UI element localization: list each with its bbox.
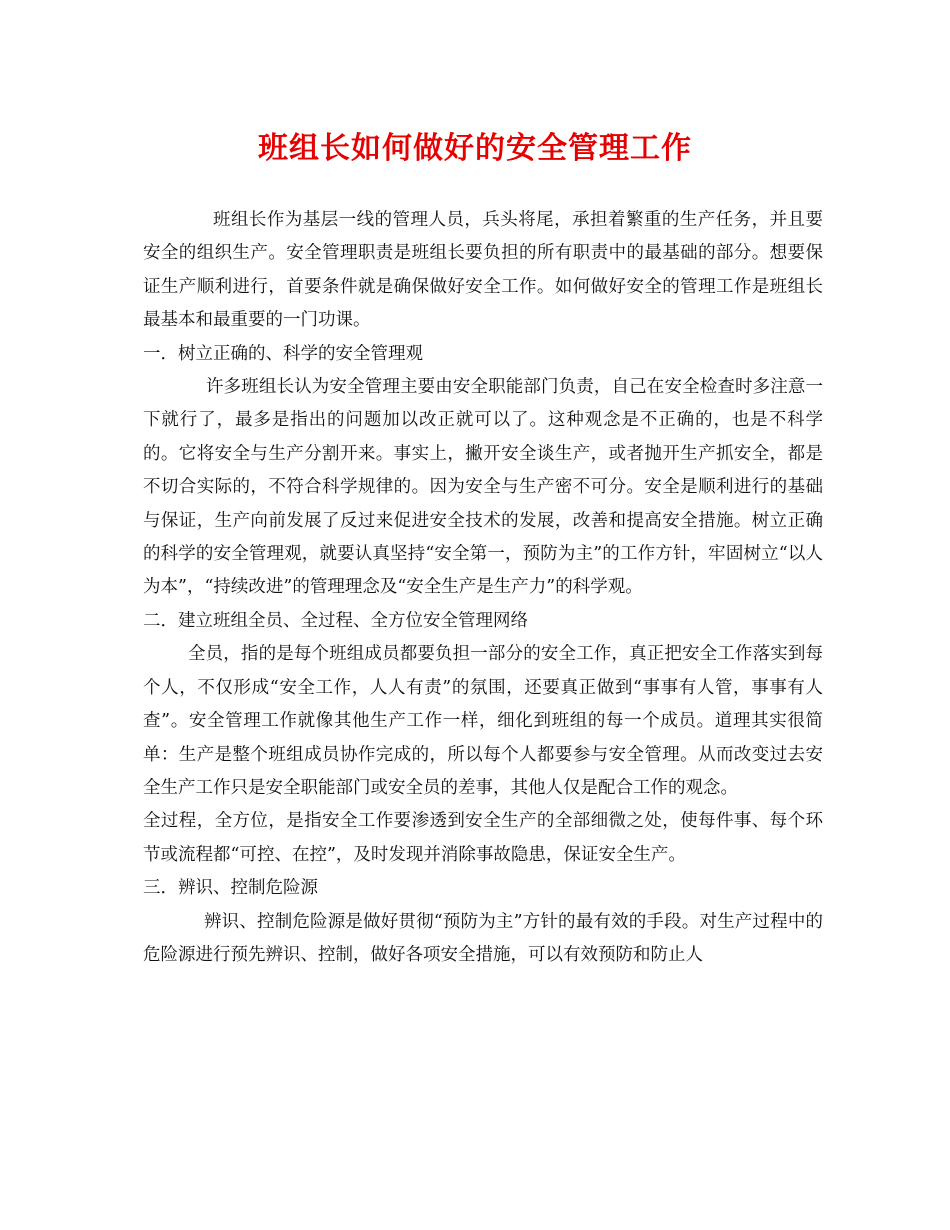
intro-paragraph: 班组长作为基层一线的管理人员，兵头将尾，承担着繁重的生产任务，并且要安全的组织生产。安全管理职责是班组长要负担的所有职责中的最基础的部分。想要保证生产顺利进行，首要条件就是确保做好安全工作。如何做好安全的管理工作是班组长最基本和最重要的一门功课。 [143, 210, 823, 331]
document-title: 班组长如何做好的安全管理工作 [258, 131, 692, 166]
section-heading-2: 二．建立班组全员、全过程、全方位安全管理网络 [143, 610, 528, 631]
section-2-paragraph-2: 全过程，全方位，是指安全工作要渗透到安全生产的全部细微之处，使每件事、每个环节或流程都“可控、在控”，及时发现并消除事故隐患，保证安全生产。 [143, 811, 823, 865]
section-heading-3: 三．辨识、控制危险源 [143, 878, 318, 899]
section-heading-1: 一．树立正确的、科学的安全管理观 [143, 343, 423, 364]
section-1-paragraph-1: 许多班组长认为安全管理主要由安全职能部门负责，自己在安全检查时多注意一下就行了，最多是指出的问题加以改正就可以了。这种观念是不正确的，也是不科学的。它将安全与生产分割开来。事实上，撇开安全谈生产，或者抛开生产抓安全，都是不切合实际的，不符合科学规律的。因为安全与生产密不可分。安全是顺利进行的基础与保证，生产向前发展了反过来促进安全技术的发展，改善和提高安全措施。树立正确的科学的安全管理观，就要认真坚持“安全第一，预防为主”的工作方针，牢固树立“以人为本”，“持续改进”的管理理念及“安全生产是生产力”的科学观。 [143, 377, 823, 598]
section-2-paragraph-1: 全员，指的是每个班组成员都要负担一部分的安全工作，真正把安全工作落实到每个人，不仅形成“安全工作，人人有责”的氛围，还要真正做到“事事有人管，事事有人查”。安全管理工作就像其他生产工作一样，细化到班组的每一个成员。道理其实很简单：生产是整个班组成员协作完成的，所以每个人都要参与安全管理。从而改变过去安全生产工作只是安全职能部门或安全员的差事，其他人仅是配合工作的观念。 [143, 644, 823, 798]
document-body [143, 204, 823, 972]
section-3-paragraph-1: 辨识、控制危险源是做好贯彻“预防为主”方针的最有效的手段。对生产过程中的危险源进行预先辨识、控制，做好各项安全措施，可以有效预防和防止人 [143, 911, 823, 965]
